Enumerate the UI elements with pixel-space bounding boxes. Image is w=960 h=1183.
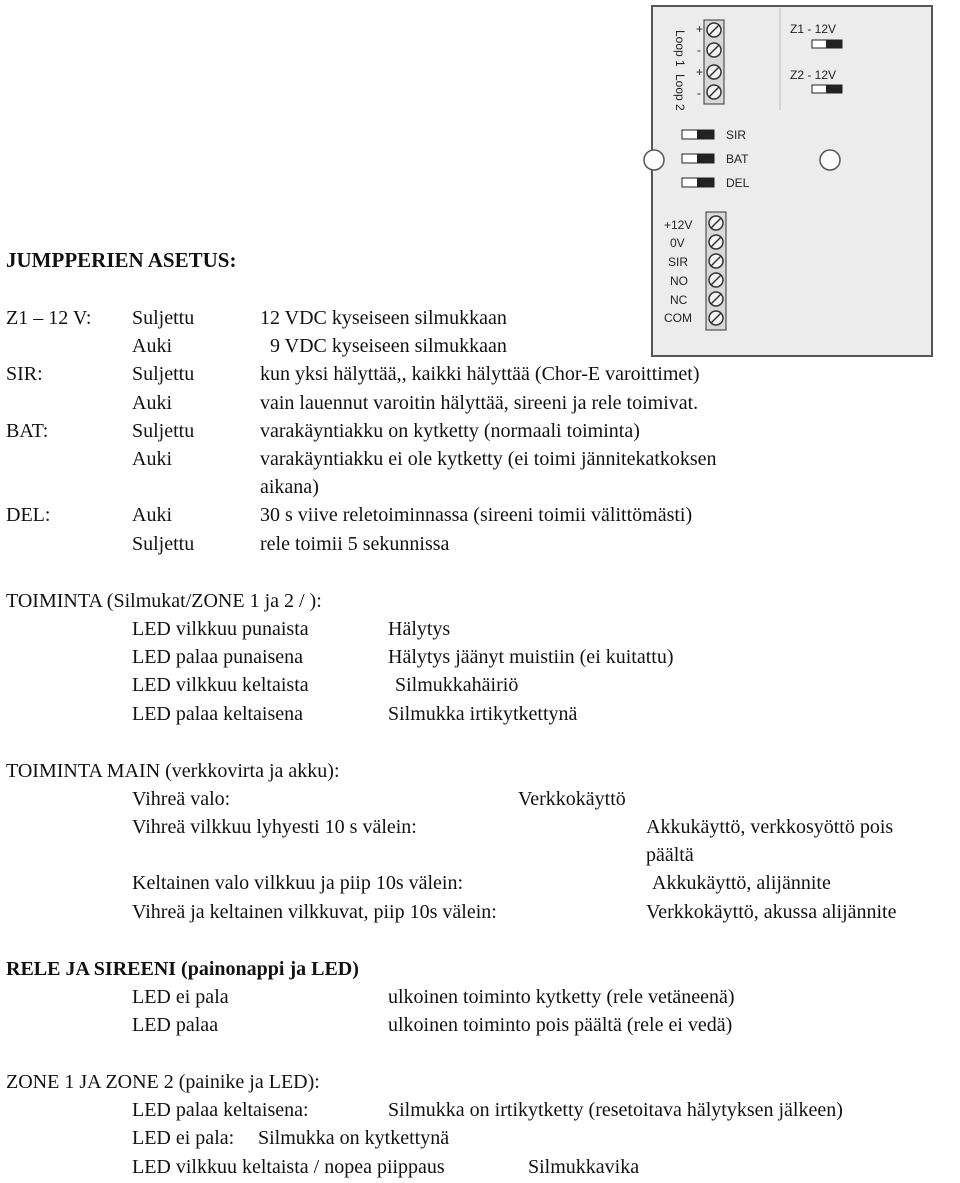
main-meaning-3: Akkukäyttö, alijännite xyxy=(652,872,831,894)
board-svg xyxy=(640,0,940,360)
sir-jumper xyxy=(682,130,714,139)
mounting-hole-left xyxy=(644,150,664,170)
bat-open-desc-2: aikana) xyxy=(260,476,319,498)
main-operation-title: TOIMINTA MAIN (verkkovirta ja akku): xyxy=(6,760,340,782)
main-meaning-2b: päältä xyxy=(646,844,694,866)
del-closed: Suljettu xyxy=(132,533,195,555)
main-meaning-4: Verkkokäyttö, akussa alijännite xyxy=(646,901,897,923)
del-closed-desc: rele toimii 5 sekunnissa xyxy=(260,533,450,555)
zone-led-3: LED vilkkuu keltaista xyxy=(132,674,309,696)
relay-title: RELE JA SIREENI (painonappi ja LED) xyxy=(6,958,359,980)
terminal-label-0v: 0V xyxy=(670,236,685,250)
mounting-hole-right xyxy=(820,150,840,170)
bat-label: BAT: xyxy=(6,420,49,442)
del-jumper xyxy=(682,178,714,187)
z1-closed-desc: 12 VDC kyseiseen silmukkaan xyxy=(260,307,507,329)
zone-meaning-4: Silmukka irtikytkettynä xyxy=(388,703,578,725)
zones-title: ZONE 1 JA ZONE 2 (painike ja LED): xyxy=(6,1071,320,1093)
terminal-label-no: NO xyxy=(670,274,688,288)
sir-open: Auki xyxy=(132,392,172,414)
loop1-plus: + xyxy=(696,22,704,36)
relay-led-1: LED ei pala xyxy=(132,986,229,1008)
zones-led-1: LED palaa keltaisena: xyxy=(132,1099,309,1121)
zone-meaning-3: Silmukkahäiriö xyxy=(395,674,519,696)
main-signal-2: Vihreä vilkkuu lyhyesti 10 s välein: xyxy=(132,816,417,838)
z1-jumper-label: Z1 - 12V xyxy=(790,22,837,36)
z2-jumper-label: Z2 - 12V xyxy=(790,68,837,82)
circuit-board-diagram xyxy=(640,0,940,360)
sir-jumper-label: SIR xyxy=(726,128,747,142)
bat-jumper-label: BAT xyxy=(726,152,749,166)
terminal-label-sir: SIR xyxy=(668,255,689,269)
zone-operation-title: TOIMINTA (Silmukat/ZONE 1 ja 2 / ): xyxy=(6,590,322,612)
sir-label: SIR: xyxy=(6,363,43,385)
z1-open: Auki xyxy=(132,335,172,357)
loop1-minus: - xyxy=(697,43,701,57)
main-signal-1: Vihreä valo: xyxy=(132,788,231,810)
bat-closed: Suljettu xyxy=(132,420,195,442)
sir-open-desc: vain lauennut varoitin hälyttää, sireeni ja rele toimivat. xyxy=(260,392,699,414)
zone-led-2: LED palaa punaisena xyxy=(132,646,304,668)
relay-led-2: LED palaa xyxy=(132,1014,219,1036)
zones-led-2: LED ei pala: xyxy=(132,1127,235,1149)
zone-led-4: LED palaa keltaisena xyxy=(132,703,304,725)
loop2-plus: + xyxy=(696,65,704,79)
loop2-label: Loop 2 xyxy=(673,74,687,111)
zones-led-3: LED vilkkuu keltaista / nopea piippaus xyxy=(132,1156,445,1178)
zones-meaning-1: Silmukka on irtikytketty (resetoitava hälytyksen jälkeen) xyxy=(388,1099,843,1121)
main-meaning-1: Verkkokäyttö xyxy=(518,788,626,810)
zone-meaning-1: Hälytys xyxy=(388,618,451,640)
bat-closed-desc: varakäyntiakku on kytketty (normaali toiminta) xyxy=(260,420,640,442)
main-signal-4: Vihreä ja keltainen vilkkuvat, piip 10s välein: xyxy=(132,901,497,923)
loop1-label: Loop 1 xyxy=(673,30,687,67)
z1-closed: Suljettu xyxy=(132,307,195,329)
terminal-label-12v: +12V xyxy=(664,218,693,232)
del-label: DEL: xyxy=(6,504,51,526)
z1-label: Z1 – 12 V: xyxy=(6,307,92,329)
relay-meaning-1: ulkoinen toiminto kytketty (rele vetäneenä) xyxy=(388,986,735,1008)
main-signal-3: Keltainen valo vilkkuu ja piip 10s välein: xyxy=(132,872,464,894)
bat-open-desc-1: varakäyntiakku ei ole kytketty (ei toimi jännitekatkoksen xyxy=(260,448,717,470)
terminal-label-nc: NC xyxy=(670,293,688,307)
bat-jumper xyxy=(682,154,714,163)
del-open: Auki xyxy=(132,504,172,526)
z1-open-desc: 9 VDC kyseiseen silmukkaan xyxy=(270,335,507,357)
zones-meaning-2: Silmukka on kytkettynä xyxy=(258,1127,450,1149)
relay-meaning-2: ulkoinen toiminto pois päältä (rele ei vedä) xyxy=(388,1014,733,1036)
sir-closed: Suljettu xyxy=(132,363,195,385)
del-open-desc: 30 s viive reletoiminnassa (sireeni toimii välittömästi) xyxy=(260,504,693,526)
sir-closed-desc: kun yksi hälyttää,, kaikki hälyttää (Chor-E varoittimet) xyxy=(260,363,700,385)
z1-jumper xyxy=(812,40,842,48)
terminal-label-com: COM xyxy=(664,311,692,325)
zone-led-1: LED vilkkuu punaista xyxy=(132,618,309,640)
zones-meaning-3: Silmukkavika xyxy=(528,1156,640,1178)
zone-meaning-2: Hälytys jäänyt muistiin (ei kuitattu) xyxy=(388,646,674,668)
loop2-minus: - xyxy=(697,86,701,100)
main-meaning-2: Akkukäyttö, verkkosyöttö pois xyxy=(646,816,894,838)
del-jumper-label: DEL xyxy=(726,176,750,190)
section-heading-jumpers: JUMPPERIEN ASETUS: xyxy=(6,248,237,272)
z2-jumper xyxy=(812,85,842,93)
bat-open: Auki xyxy=(132,448,172,470)
